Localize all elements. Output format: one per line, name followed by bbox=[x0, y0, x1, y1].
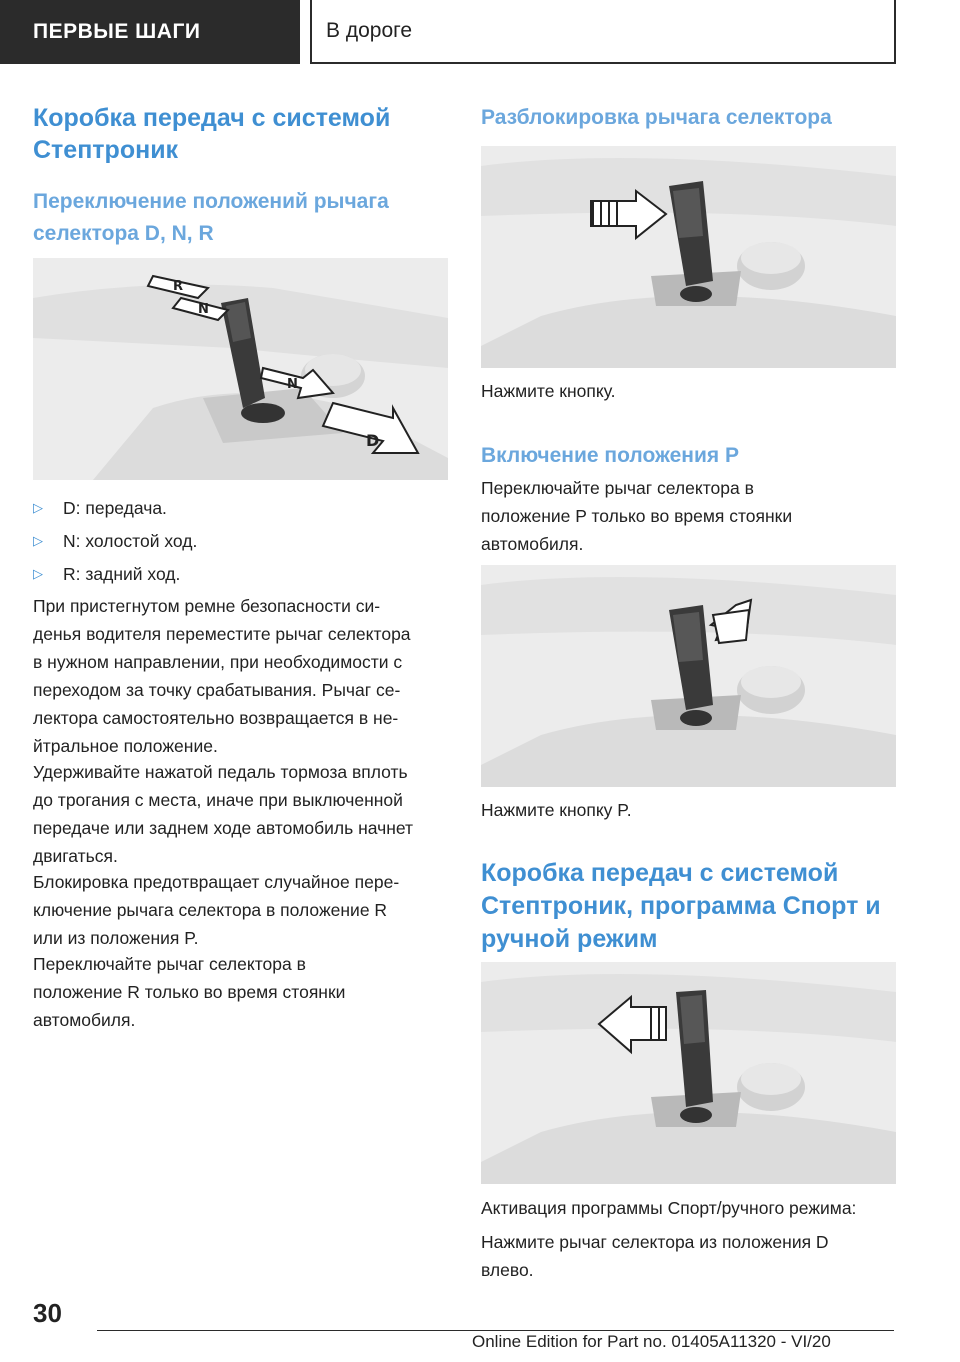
unlock-instruction: Нажмите кнопку. bbox=[481, 381, 616, 401]
figure-unlock bbox=[481, 146, 896, 368]
bullet-item-d bbox=[33, 494, 167, 522]
sport-activation-label: Активация программы Спорт/ручного режима: bbox=[481, 1198, 857, 1218]
figure-sport bbox=[481, 962, 896, 1184]
bullet-text: N: холостой ход. bbox=[63, 531, 198, 551]
paragraph-seatbelt: При пристегнутом ремне безопасности си- денья водителя переместите рычаг селектора в нужном направлении, при необходимости с переходом за точку срабатывания. Рычаг се- лектора самостоятельно возвращается в не- йтральное положение. bbox=[33, 596, 411, 756]
paragraph-brake: Удерживайте нажатой педаль тормоза вплоть до трогания с места, иначе при выключенной передаче или заднем ходе автомобиль начнет двигаться. bbox=[33, 762, 414, 866]
paragraph-lock: Блокировка предотвращает случайное пере- ключение рычага селектора в положение R или из положения P. bbox=[33, 872, 400, 948]
subsection-title: В дороге bbox=[326, 19, 413, 42]
bullet-item-n bbox=[33, 527, 197, 555]
bullet-triangle-icon: ▷ bbox=[33, 566, 43, 581]
section-heading-sport: Коробка передач с системой Стептроник, программа Спорт и ручной режим bbox=[481, 859, 881, 953]
subheading-unlock: Разблокировка рычага селектора bbox=[481, 106, 832, 129]
figure-label-d: D bbox=[366, 431, 380, 450]
sport-instruction: Нажмите рычаг селектора из положения D влево. bbox=[481, 1232, 829, 1280]
page-number: 30 bbox=[33, 1298, 62, 1328]
figure-park bbox=[481, 565, 896, 787]
park-caption: Нажмите кнопку P. bbox=[481, 800, 632, 820]
bullet-triangle-icon: ▷ bbox=[33, 500, 43, 515]
footer-divider bbox=[97, 1330, 894, 1331]
bullet-text: R: задний ход. bbox=[63, 564, 181, 584]
section-heading-steptronic: Коробка передач с системой Стептроник bbox=[33, 104, 391, 164]
park-instruction: Переключайте рычаг селектора в положение P только во время стоянки автомобиля. bbox=[481, 478, 793, 554]
section-header bbox=[0, 0, 300, 64]
subheading-dnr: Переключение положений рычага селектора D, N, R bbox=[33, 190, 389, 245]
subsection-header bbox=[310, 0, 896, 64]
bullet-item-r bbox=[33, 560, 180, 588]
figure-shift-dnr bbox=[33, 258, 448, 480]
bullet-triangle-icon: ▷ bbox=[33, 533, 43, 548]
paragraph-reverse: Переключайте рычаг селектора в положение R только во время стоянки автомобиля. bbox=[33, 954, 346, 1030]
section-title: ПЕРВЫЕ ШАГИ bbox=[33, 20, 201, 43]
footer-edition: Online Edition for Part no. 01405A11320 - VI/20 bbox=[472, 1332, 831, 1351]
subheading-park: Включение положения P bbox=[481, 444, 739, 467]
figure-label-r: R bbox=[173, 279, 184, 294]
figure-label-n-bottom: N bbox=[287, 377, 298, 392]
bullet-text: D: передача. bbox=[63, 498, 167, 518]
figure-label-n-top: N bbox=[198, 302, 209, 317]
